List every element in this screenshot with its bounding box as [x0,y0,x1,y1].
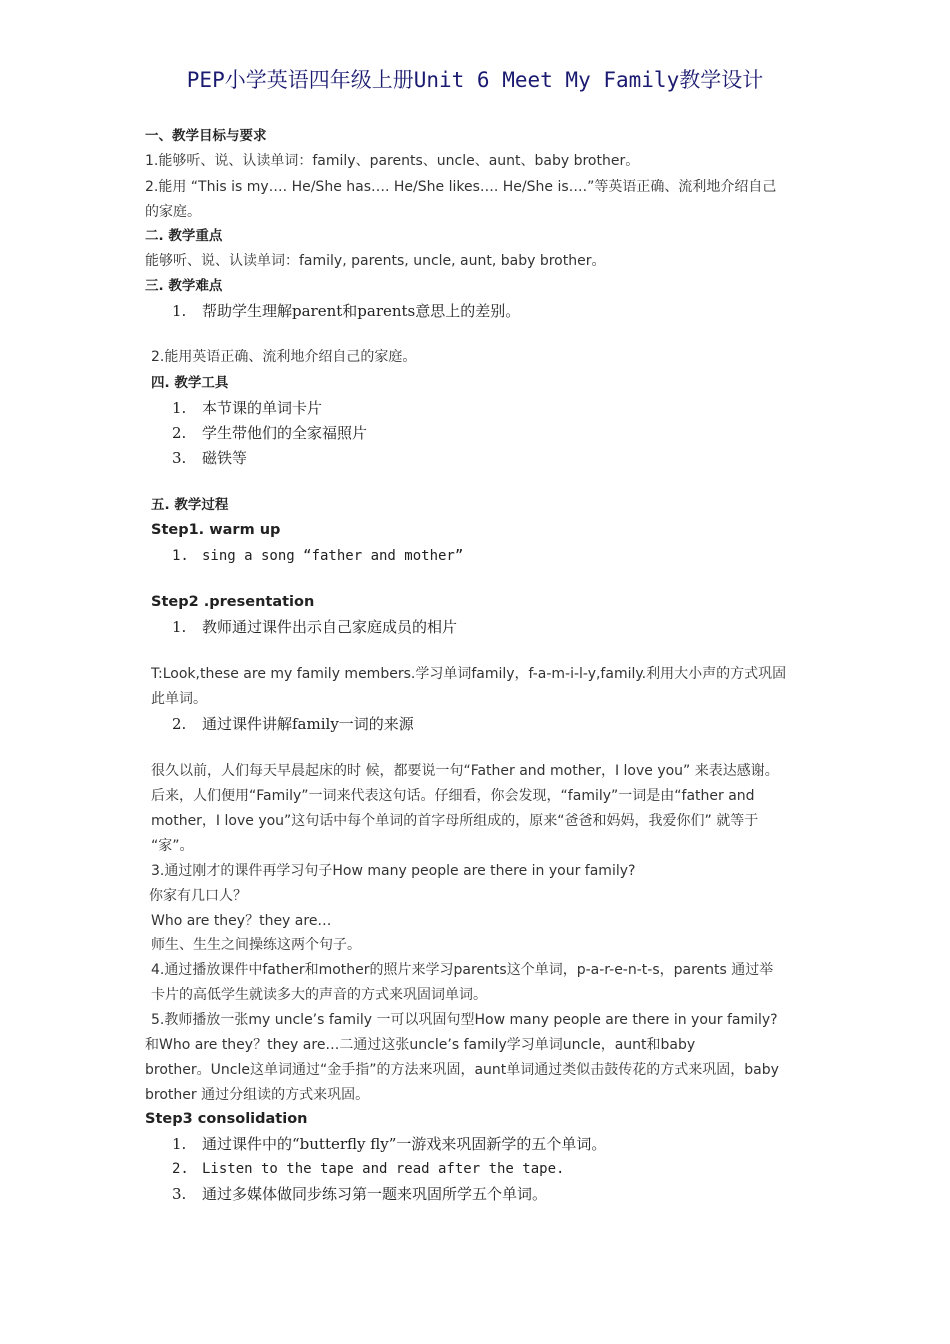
step3-item-3 [172,1185,547,1203]
list-number: 2. [172,424,187,442]
objective-line-1: 1.能够听、说、认读单词：family、parents、uncle、aunt、baby brother。 [145,153,640,169]
section-heading-difficulties: 三. 教学难点 [145,278,223,294]
list-text: Listen to the tape and read after the tape. [202,1161,565,1177]
list-text: 教师通过课件出示自己家庭成员的相片 [202,618,458,636]
step1-item-1 [172,548,463,565]
step2-point-5-line-4: brother 通过分组读的方式来巩固。 [145,1087,370,1103]
list-text: 通过课件讲解family一词的来源 [202,715,414,733]
step3-item-1 [172,1135,606,1153]
step1-heading: Step1. warm up [151,522,281,538]
step2-point-3-sentence: Who are they？they are… [151,913,332,929]
difficulty-item-1 [172,302,520,320]
list-number: 1. [172,618,187,636]
difficulty-item-2: 2.能用英语正确、流利地介绍自己的家庭。 [151,349,417,365]
list-text: 通过课件中的“butterfly fly”一游戏来巩固新学的五个单词。 [202,1135,607,1153]
step3-item-2 [172,1161,564,1178]
step2-point-5-line-2: 和Who are they？they are…二通过这张uncle’s family学习单词uncle，aunt和baby [145,1037,696,1053]
tool-item-3 [172,449,247,467]
list-number: 1. [172,548,189,564]
step2-point-3: 3.通过刚才的课件再学习句子How many people are there in your family? [151,863,636,879]
objective-line-2-cont: 的家庭。 [145,204,201,220]
step2-point-3-translation: 你家有几口人？ [149,888,247,904]
document-title: PEP小学英语四年级上册Unit 6 Meet My Family教学设计 [186,68,764,92]
step2-point-3-practice: 师生、生生之间操练这两个句子。 [151,937,361,953]
list-text: 学生带他们的全家福照片 [202,424,368,442]
list-number: 3. [172,449,187,467]
step2-point-4: 4.通过播放课件中father和mother的照片来学习parents这个单词，p-a-r-e-n-t-s，parents 通过举 [151,962,774,978]
step2-item-1 [172,618,457,636]
list-text: 本节课的单词卡片 [202,399,323,417]
section-heading-objectives: 一、教学目标与要求 [145,128,267,144]
family-origin-line-4: “家”。 [151,838,194,854]
objective-line-2: 2.能用 “This is my…. He/She has…. He/She likes…. He/She is….”等英语正确、流利地介绍自己 [145,179,777,195]
step2-heading: Step2 .presentation [151,594,315,610]
step2-paragraph-1: T:Look,these are my family members.学习单词family，f-a-m-i-l-y,family.利用大小声的方式巩固 [151,666,787,682]
list-text: 通过多媒体做同步练习第一题来巩固所学五个单词。 [202,1185,548,1203]
list-number: 2. [172,715,187,733]
key-point-line: 能够听、说、认读单词：family, parents, uncle, aunt, baby brother。 [145,253,606,269]
list-text: 帮助学生理解parent和parents意思上的差别。 [202,302,521,320]
family-origin-line-2: 后来，人们便用“Family”一词来代表这句话。仔细看，你会发现，“family”一词是由“father and [151,788,755,804]
step2-point-5: 5.教师播放一张my uncle’s family 一可以巩固句型How many people are there in your family? [151,1012,778,1028]
list-number: 1. [172,1135,187,1153]
step2-point-4-cont: 卡片的高低学生就读多大的声音的方式来巩固词单词。 [151,987,487,1003]
list-text: sing a song “father and mother” [202,548,464,564]
step2-paragraph-1-cont: 此单词。 [151,691,207,707]
family-origin-line-3: mother，I love you”这句话中每个单词的首字母所组成的，原来“爸爸和妈妈，我爱你们” 就等于 [151,813,759,829]
list-number: 1. [172,399,187,417]
list-number: 3. [172,1185,187,1203]
section-heading-key-points: 二. 教学重点 [145,228,223,244]
list-number: 1. [172,302,187,320]
tool-item-1 [172,399,322,417]
family-origin-line-1: 很久以前，人们每天早晨起床的时 候，都要说一句“Father and mother，I love you” 来表达感谢。 [151,763,779,779]
section-heading-tools: 四. 教学工具 [151,375,229,391]
tool-item-2 [172,424,367,442]
step3-heading: Step3 consolidation [145,1111,308,1127]
section-heading-process: 五. 教学过程 [151,497,229,513]
list-number: 2. [172,1161,189,1177]
list-text: 磁铁等 [202,449,248,467]
step2-item-2 [172,715,414,733]
step2-point-5-line-3: brother。Uncle这单词通过“金手指”的方法来巩固，aunt单词通过类似击鼓传花的方式来巩固，baby [145,1062,779,1078]
